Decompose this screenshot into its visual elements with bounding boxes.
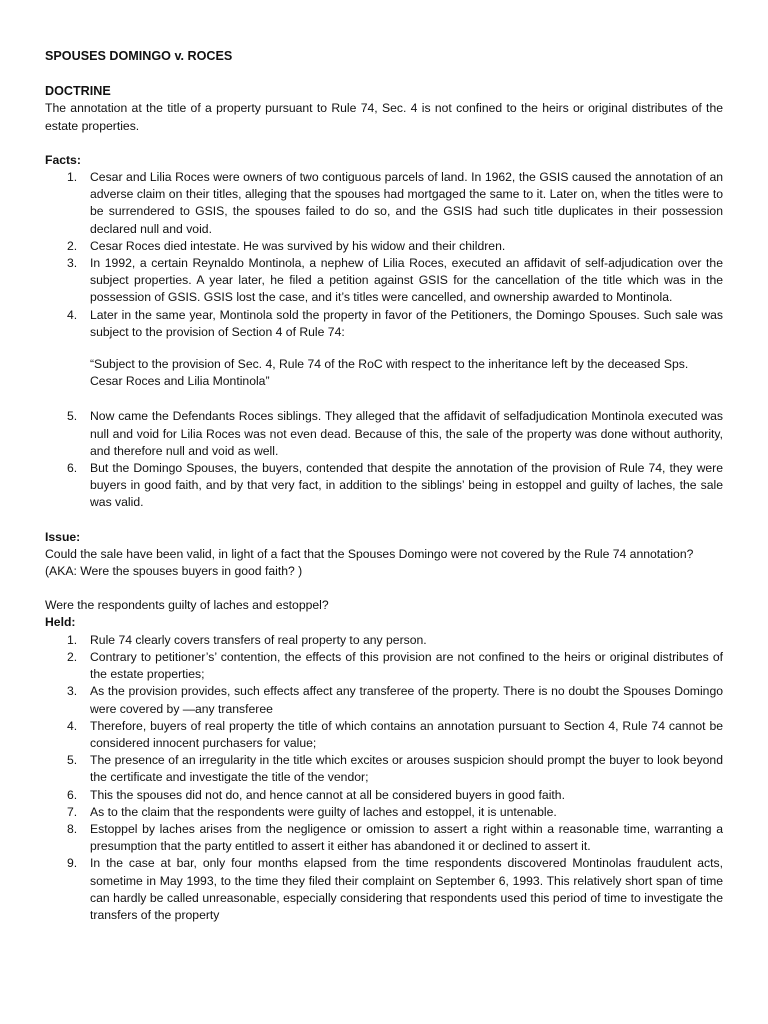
item-text: This the spouses did not do, and hence cannot at all be considered buyers in good faith. xyxy=(90,787,565,802)
item-text: Estoppel by laches arises from the negligence or omission to assert a right within a reasonable time, warranting a presumption that the party entitled to assert it either has abandoned it or declined to assert it. xyxy=(90,821,723,854)
item-text: Cesar and Lilia Roces were owners of two contiguous parcels of land. In 1962, the GSIS caused the annotation of an adverse claim on their titles, alleging that the spouses had mortgaged the same to it. Later on, when the titles were to be surrendered to GSIS, the spouses failed to do so, and the GSIS had such title duplicates in their possession declared null and void. xyxy=(90,170,723,236)
item-number: 5. xyxy=(67,409,78,424)
item-text: In the case at bar, only four months elapsed from the time respondents discovered Montinolas fraudulent acts, sometime in May 1993, to the time they filed their complaint on September 6, 1993. This relatively short span of time can hardly be called unreasonable, especially considering that respondents used this period of time to investigate the transfers of the property xyxy=(90,856,723,922)
item-number: 2. xyxy=(67,238,78,253)
held-list xyxy=(45,632,723,924)
item-text: Contrary to petitioner’s’ contention, the effects of this provision are not confined to the heirs or original distributes of the estate properties; xyxy=(90,649,723,682)
list-item xyxy=(45,752,723,786)
item-number: 7. xyxy=(67,804,78,819)
facts-list-continued xyxy=(45,408,723,511)
facts-list xyxy=(45,169,723,341)
item-number: 1. xyxy=(67,170,78,185)
list-item xyxy=(45,821,723,855)
list-item xyxy=(45,787,723,804)
item-number: 6. xyxy=(67,787,78,802)
list-item xyxy=(45,307,723,341)
list-item xyxy=(45,804,723,821)
item-text: Now came the Defendants Roces siblings. They alleged that the affidavit of selfadjudication Montinola executed was null and void for Lilia Roces was not even dead. Because of this, the sale of the property was done without authority, and therefore null and void as well. xyxy=(90,409,723,458)
item-number: 9. xyxy=(67,856,78,871)
item-text: Cesar Roces died intestate. He was survived by his widow and their children. xyxy=(90,238,506,253)
item-number: 1. xyxy=(67,632,78,647)
item-text: As to the claim that the respondents were guilty of laches and estoppel, it is untenable. xyxy=(90,804,557,819)
item-text: The presence of an irregularity in the title which excites or arouses suspicion should prompt the buyer to look beyond the certificate and investigate the title of the vendor; xyxy=(90,753,723,785)
item-number: 8. xyxy=(67,821,78,836)
item-text: Later in the same year, Montinola sold the property in favor of the Petitioners, the Domingo Spouses. Such sale was subject to the provision of Section 4 of Rule 74: xyxy=(90,307,723,339)
list-item xyxy=(45,238,723,255)
item-number: 6. xyxy=(67,461,78,476)
issue-text: Could the sale have been valid, in light of a fact that the Spouses Domingo were not covered by the Rule 74 annotation? (AKA: Were the spouses buyers in good faith? ) xyxy=(45,546,694,579)
item-number: 3. xyxy=(67,684,78,699)
item-number: 4. xyxy=(67,718,78,733)
list-item xyxy=(45,718,723,752)
list-item xyxy=(45,649,723,683)
list-item xyxy=(45,683,723,717)
item-text: But the Domingo Spouses, the buyers, contended that despite the annotation of the provision of Rule 74, they were buyers in good faith, and by that very fact, in addition to the siblings’ being in estoppel and guilty of laches, the sale was valid. xyxy=(90,461,723,510)
case-title: SPOUSES DOMINGO v. ROCES xyxy=(45,49,233,63)
item-text: Rule 74 clearly covers transfers of real property to any person. xyxy=(90,632,427,647)
item-text: Therefore, buyers of real property the title of which contains an annotation pursuant to Section 4, Rule 74 cannot be considered innocent purchasers for value; xyxy=(90,718,723,750)
item-number: 4. xyxy=(67,307,78,322)
facts-heading: Facts: xyxy=(45,152,81,167)
doctrine-text: The annotation at the title of a property pursuant to Rule 74, Sec. 4 is not confined to the heirs or original distributes of the estate properties. xyxy=(45,101,723,133)
doctrine-heading: DOCTRINE xyxy=(45,84,111,99)
item-text: As the provision provides, such effects affect any transferee of the property. There is no doubt the Spouses Domingo were covered by —any transferee xyxy=(90,684,723,716)
block-quote: “Subject to the provision of Sec. 4, Rule 74 of the RoC with respect to the inheritance left by the deceased Sps. Cesar Roces and Lilia Montinola” xyxy=(90,357,689,389)
list-item xyxy=(45,169,723,238)
held-heading: Held: xyxy=(45,615,76,630)
issue-heading: Issue: xyxy=(45,529,81,544)
list-item xyxy=(45,632,723,649)
item-number: 3. xyxy=(67,256,78,271)
item-number: 5. xyxy=(67,753,78,768)
list-item xyxy=(45,855,723,924)
issue-second-question: Were the respondents guilty of laches and estoppel? xyxy=(45,598,329,613)
item-number: 2. xyxy=(67,649,78,664)
document-page xyxy=(45,48,723,924)
list-item xyxy=(45,408,723,460)
list-item xyxy=(45,460,723,512)
list-item xyxy=(45,255,723,307)
item-text: In 1992, a certain Reynaldo Montinola, a nephew of Lilia Roces, executed an affidavit of self-adjudication over the subject properties. A year later, he filed a petition against GSIS for the cancellation of the title which was in the possession of GSIS. GSIS lost the case, and it’s titles were cancelled, and ownership awarded to Montinola. xyxy=(90,256,723,305)
